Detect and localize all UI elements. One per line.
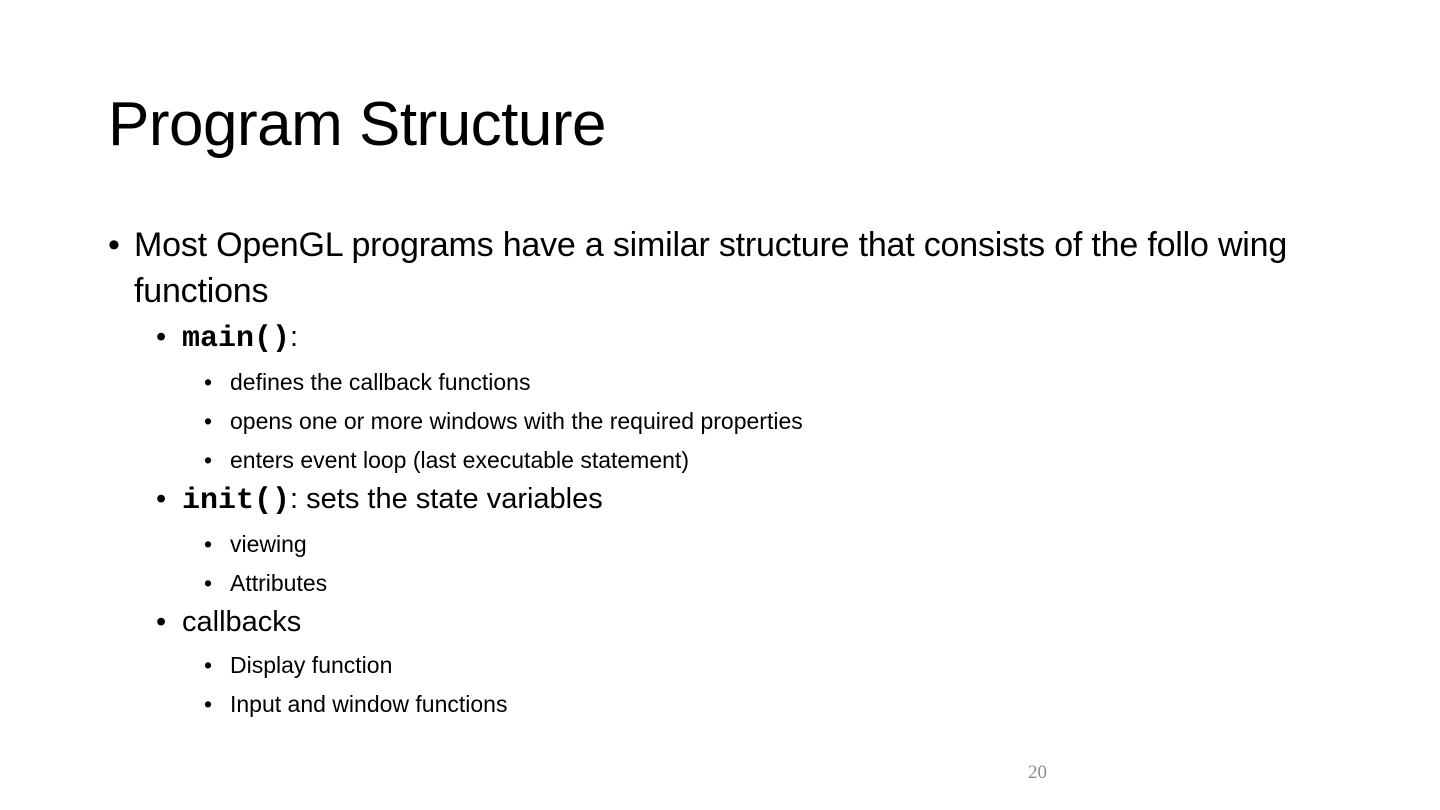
bullet-text: Most OpenGL programs have a similar structure that consists of the follo wing functions: [134, 226, 1288, 310]
bullet-item-input-window-functions: [204, 689, 1348, 720]
bullet-item-opengl-structure: [108, 222, 1348, 314]
bullet-item-init: [156, 480, 1348, 521]
bullet-text: viewing: [230, 531, 307, 557]
slide-title: Program Structure: [108, 90, 607, 159]
page-number: 20: [1028, 762, 1047, 783]
bullet-item-callbacks: [156, 603, 1348, 642]
bullet-icon: •: [156, 321, 167, 353]
bullet-item-opens-windows: [204, 406, 1348, 437]
bullet-text: Attributes: [230, 570, 328, 596]
bullet-list: [108, 222, 1348, 720]
bullet-icon: •: [108, 226, 120, 264]
bullet-icon: •: [204, 570, 213, 596]
bullet-icon: •: [204, 652, 213, 678]
bullet-icon: •: [204, 369, 213, 395]
bullet-icon: •: [204, 691, 213, 717]
bullet-icon: •: [156, 483, 167, 515]
bullet-text: callbacks: [182, 606, 302, 638]
bullet-icon: •: [204, 408, 213, 434]
code-init: init(): [182, 484, 291, 518]
bullet-text: enters event loop (last executable statement): [230, 447, 689, 473]
bullet-icon: •: [204, 531, 213, 557]
bullet-text: defines the callback functions: [230, 369, 531, 395]
code-main: main(): [182, 322, 291, 356]
bullet-text: Display function: [230, 652, 393, 678]
bullet-text: : sets the state variables: [290, 483, 603, 515]
bullet-icon: •: [204, 447, 213, 473]
bullet-item-viewing: [204, 529, 1348, 560]
bullet-item-event-loop: [204, 445, 1348, 476]
bullet-item-display-function: [204, 650, 1348, 681]
bullet-item-main: [156, 318, 1348, 359]
bullet-text: Input and window functions: [230, 691, 508, 717]
bullet-text: opens one or more windows with the required properties: [230, 408, 803, 434]
bullet-item-defines-callbacks: [204, 367, 1348, 398]
bullet-text: :: [290, 321, 299, 353]
bullet-item-attributes: [204, 568, 1348, 599]
bullet-icon: •: [156, 606, 167, 638]
